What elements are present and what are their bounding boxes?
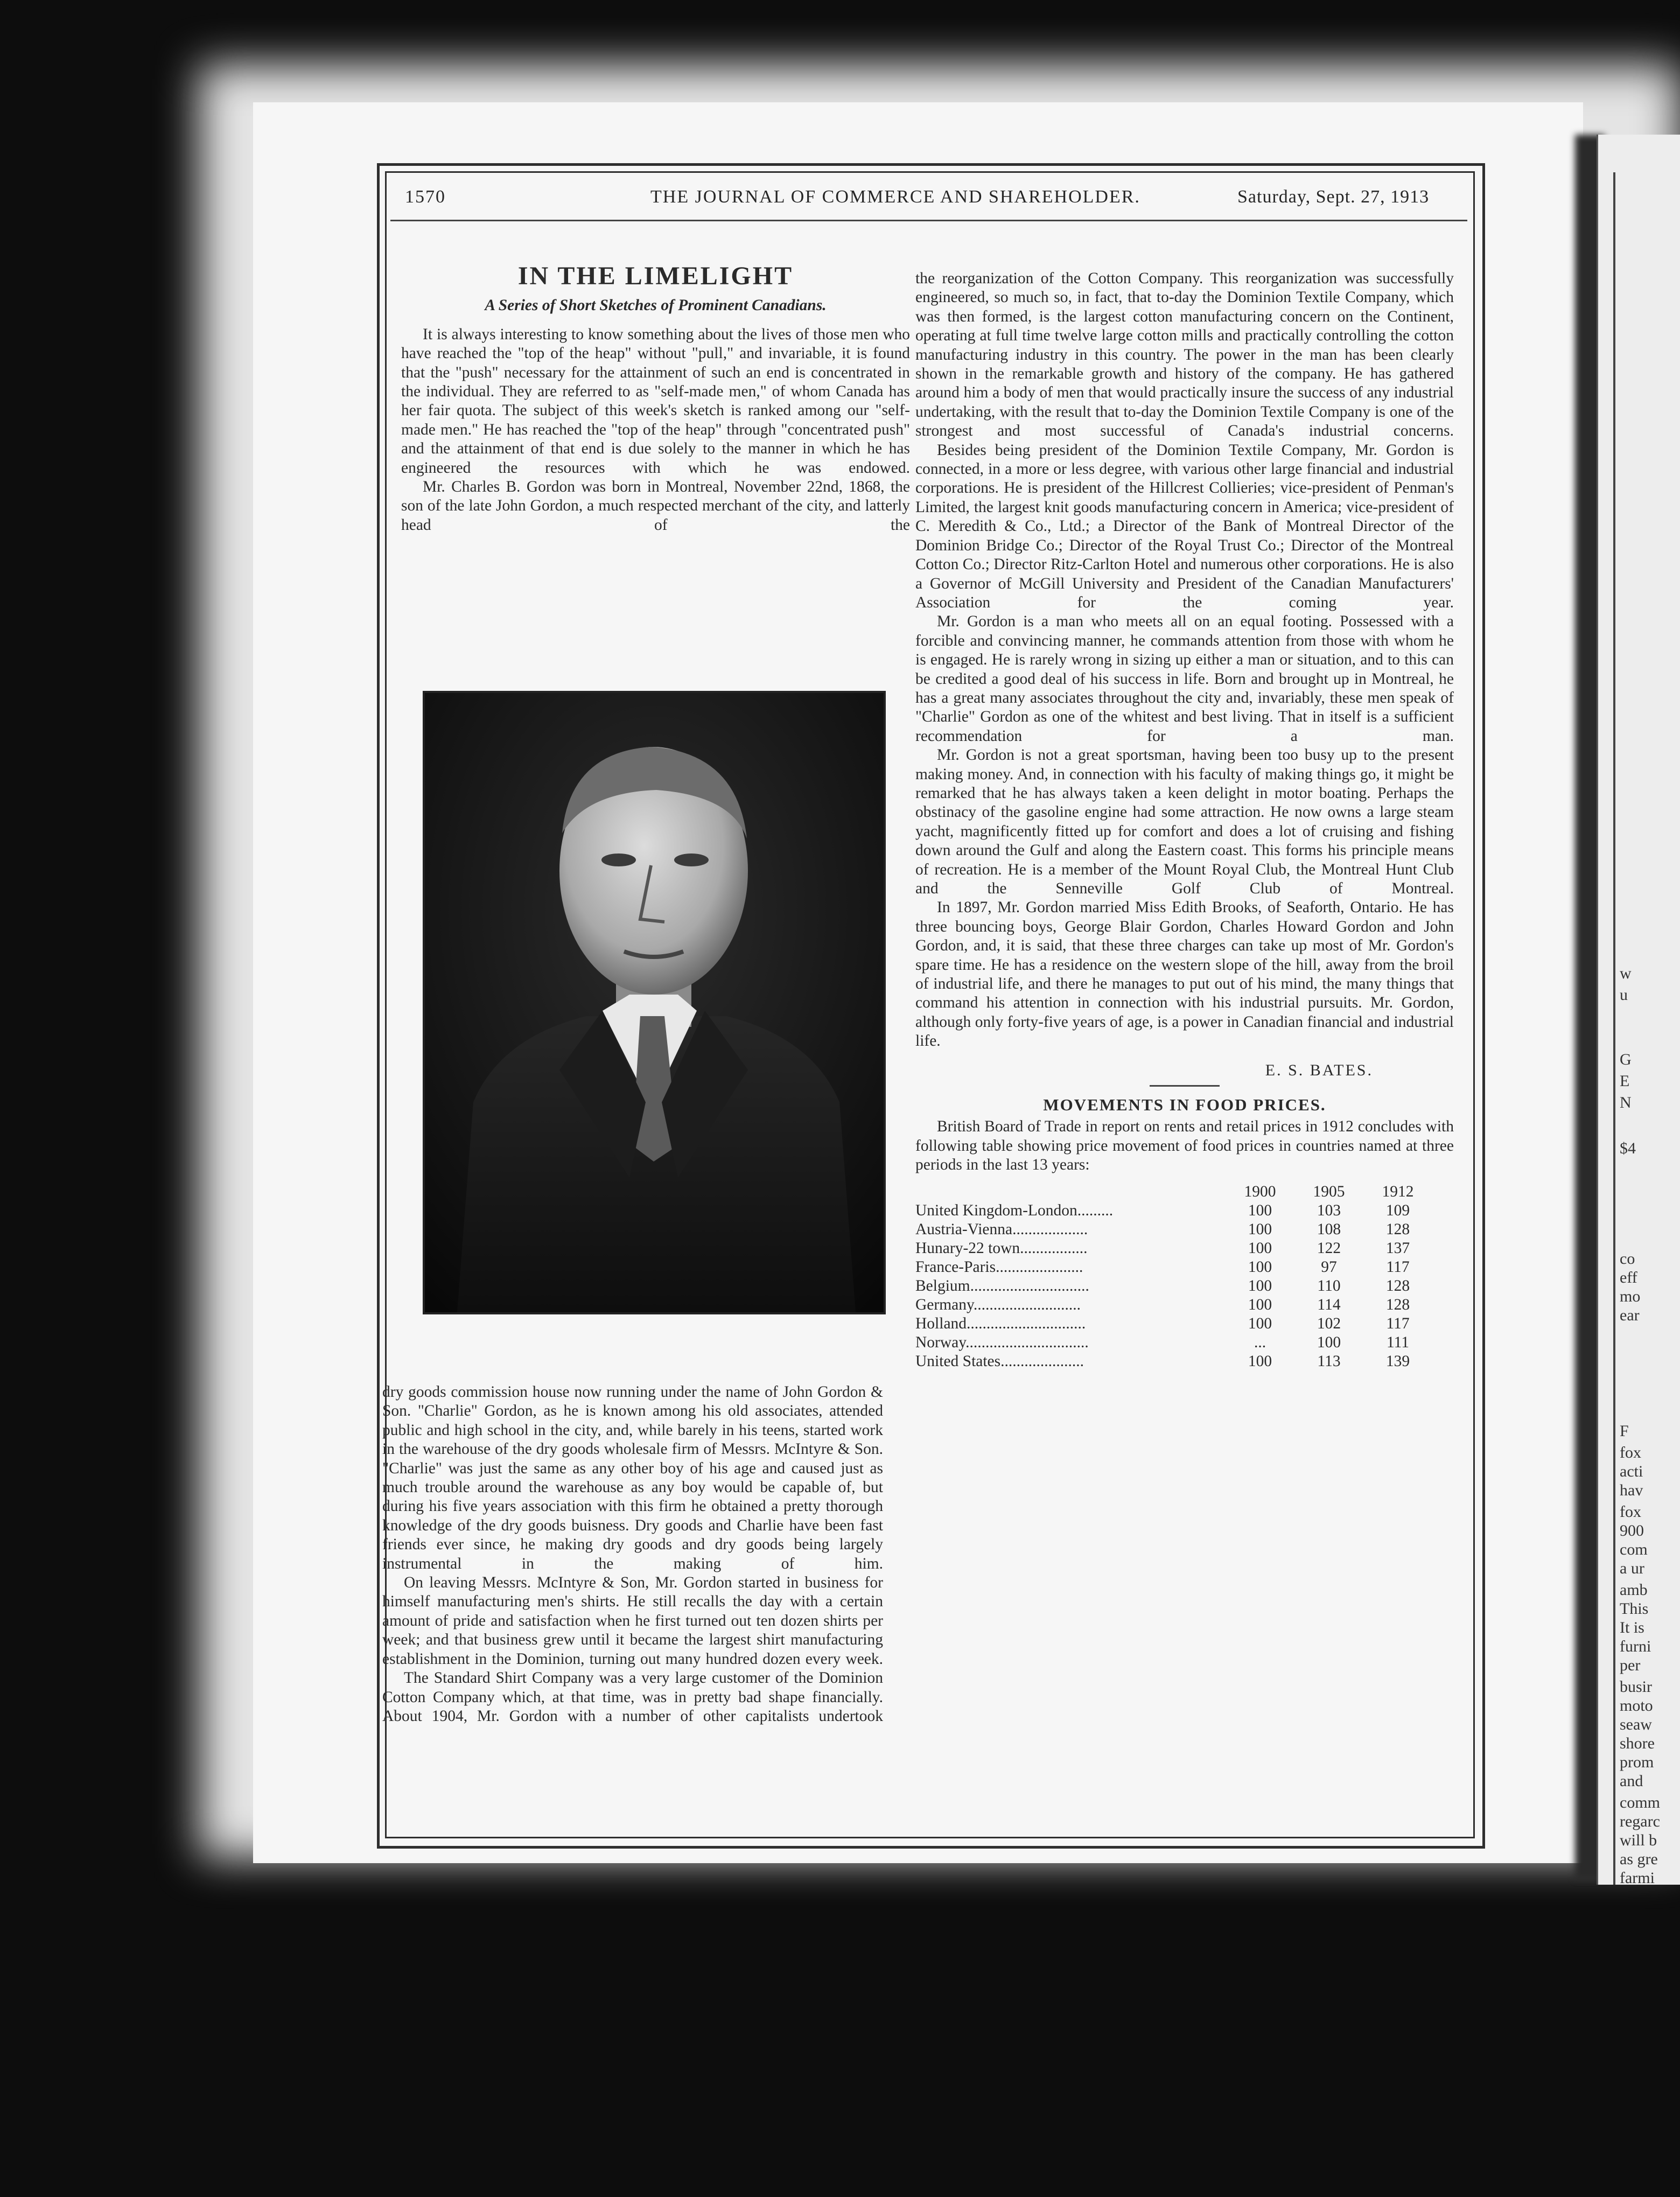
adjacent-text-fragment: fox bbox=[1620, 1503, 1641, 1521]
index-value-cell: 100 bbox=[1248, 1258, 1272, 1276]
leader-dots: .............................. bbox=[967, 1314, 1086, 1332]
index-value-cell: 100 bbox=[1248, 1220, 1272, 1238]
adjacent-text-fragment: farmi bbox=[1620, 1869, 1655, 1885]
paragraph: Besides being president of the Dominion Textile Company, Mr. Gordon is connected, in a more or less degree, with various other large financial and industrial corporations. He is president of the Hillcrest Collieries; vice-president of Penman's Limited, the largest knit goods manufacturing concern in America; vice-president of C. Meredith & Co., Ltd.; a Director of the Bank of Montreal Director of the Dominion Bridge Co.; Director of the Royal Trust Co.; Director of the Montreal Cotton Co.; Director Ritz-Carlton Hotel and numerous other corporations. He is also a Governor of McGill University and President of the Canadian Manufacturers' Association for the coming year. bbox=[915, 441, 1454, 611]
adjacent-text-fragment: regarc bbox=[1620, 1813, 1660, 1830]
index-value-cell: 102 bbox=[1317, 1314, 1341, 1332]
table-row bbox=[915, 1352, 1432, 1371]
table-row bbox=[915, 1239, 1432, 1258]
adjacent-text-fragment: moto bbox=[1620, 1697, 1653, 1715]
index-value-cell: 110 bbox=[1317, 1277, 1341, 1295]
leader-dots: ......... bbox=[1077, 1201, 1114, 1219]
paragraph: It is always interesting to know something about the lives of those men who have reached the "top of the heap" without "pull," and invariable, it is found that the "push" necessary for the attainment of such an end is concentrated in the individual. They are referred to as "self-made men," of whom Canada has her fair quota. The subject of this week's sketch is ranked among our "self-made men." He has reached the "top of the heap" through "concentrated push" and the attainment of that end is due solely to the manner in which he has engineered the resources with which he was endowed. bbox=[401, 325, 910, 477]
index-value-cell: 100 bbox=[1248, 1314, 1272, 1332]
index-value-cell: 111 bbox=[1386, 1333, 1410, 1351]
country-cell: Norway bbox=[915, 1333, 966, 1351]
index-value-cell: 117 bbox=[1386, 1314, 1410, 1332]
adjacent-text-fragment: comm bbox=[1620, 1794, 1660, 1811]
table-row bbox=[915, 1333, 1432, 1352]
country-cell: France-Paris bbox=[915, 1258, 996, 1276]
index-value-cell: 128 bbox=[1385, 1296, 1410, 1313]
index-value-cell: 100 bbox=[1248, 1201, 1272, 1219]
article-title: IN THE LIMELIGHT bbox=[517, 262, 794, 290]
index-value-cell: 128 bbox=[1385, 1220, 1410, 1238]
adjacent-text-fragment: busir bbox=[1620, 1678, 1652, 1696]
adjacent-text-fragment: a ur bbox=[1620, 1559, 1644, 1577]
adjacent-text-fragment: This bbox=[1620, 1600, 1649, 1618]
adjacent-text-fragment: prom bbox=[1620, 1753, 1654, 1771]
index-value-cell: 100 bbox=[1248, 1277, 1272, 1295]
index-value-cell: 100 bbox=[1248, 1239, 1272, 1257]
leader-dots: .............................. bbox=[970, 1277, 1089, 1295]
index-value-cell: 100 bbox=[1248, 1352, 1272, 1370]
paragraph: the reorganization of the Cotton Company. This reorganization was successfully engineered, so much so, in fact, that to-day the Dominion Textile Company, which was then formed, is the largest cotton manufacturing concern on the Continent, operating at full time twelve large cotton mills and practically controlling the cotton manufacturing industry in this country. The power in the man has been clearly shown in the remarkable growth and history of the company. He has gathered around him a body of men that would practically insure the success of any industrial undertaking, with the result that to-day the Dominion Textile Company is one of the strongest and most successful of Canada's industrial concerns. bbox=[915, 270, 1454, 440]
table-header-row bbox=[915, 1183, 1432, 1201]
adjacent-text-fragment: mo bbox=[1620, 1288, 1641, 1305]
adjacent-text-fragment: shore bbox=[1620, 1734, 1655, 1752]
adjacent-text-fragment: fox bbox=[1620, 1444, 1641, 1461]
country-cell: United Kingdom-London bbox=[915, 1201, 1077, 1219]
leader-dots: ............................... bbox=[965, 1333, 1089, 1351]
portrait-photo bbox=[423, 691, 886, 1314]
table-row bbox=[915, 1277, 1432, 1296]
adjacent-text-fragment: u bbox=[1620, 986, 1628, 1004]
food-prices-intro: British Board of Trade in report on rents and retail prices in 1912 concludes with following table showing price movement of food prices in countries named at three periods in the last 13 years: bbox=[915, 1118, 1454, 1174]
table-row bbox=[915, 1296, 1432, 1314]
issue-date: Saturday, Sept. 27, 1913 bbox=[1237, 187, 1430, 207]
adjacent-text-fragment: hav bbox=[1620, 1481, 1643, 1499]
table-row bbox=[915, 1314, 1432, 1333]
paragraph: dry goods commission house now running under the name of John Gordon & Son. "Charlie" Gordon, as he is known among his old associates, attended public and high school in the city, and, while barely in his teens, started work in the warehouse of the dry goods wholesale firm of Messrs. McIntyre & Son. "Charlie" was just the same as any other boy of his age and caused just as much trouble around the warehouse as any boy would be capable of, but during his five years association with this firm he obtained a pretty thorough knowledge of the dry goods buisness. Dry goods and Charlie have been fast friends ever since, he making dry goods and dry goods being largely instrumental in the making of him. bbox=[382, 1383, 883, 1572]
adjacent-page-border bbox=[1613, 172, 1615, 1885]
journal-title: THE JOURNAL OF COMMERCE AND SHAREHOLDER. bbox=[650, 187, 1140, 207]
article-subtitle: A Series of Short Sketches of Prominent Canadians. bbox=[485, 297, 827, 314]
adjacent-text-fragment: w bbox=[1620, 964, 1632, 982]
adjacent-text-fragment: acti bbox=[1620, 1463, 1643, 1480]
leader-dots: ................. bbox=[1020, 1239, 1088, 1257]
paragraph: Mr. Gordon is not a great sportsman, having been too busy up to the present making money. And, in connection with his faculty of making things go, it might be remarked that he has always taken a keen delight in motor boating. Perhaps the obstinacy of the gasoline engine had some attraction. He now owns a large steam yacht, magnificently fitted up for comfort and does a lot of cruising and fishing down around the Gulf and along the Eastern coast. This forms his principle means of recreation. He is a member of the Mount Royal Club, the Montreal Hunt Club and the Senneville Golf Club of Montreal. bbox=[915, 746, 1454, 897]
paragraph: On leaving Messrs. McIntyre & Son, Mr. Gordon started in business for himself manufacturing men's shirts. He still recalls the day with a certain amount of pride and satisfaction when he first turned out ten dozen shirts per week; and that business grew until it became the largest shirt manufacturing establishment in the Dominion, turning out many hundred dozen every week. bbox=[382, 1574, 883, 1668]
page-number: 1570 bbox=[405, 187, 446, 207]
adjacent-text-fragment: furni bbox=[1620, 1638, 1651, 1655]
index-value-cell: 117 bbox=[1386, 1258, 1410, 1276]
food-prices-table bbox=[915, 1183, 1432, 1371]
adjacent-text-fragment: seaw bbox=[1620, 1716, 1652, 1733]
adjacent-page-fragment bbox=[1597, 135, 1680, 1885]
index-value-cell: 109 bbox=[1385, 1201, 1410, 1219]
right-column bbox=[915, 269, 1454, 1371]
country-cell: Holland bbox=[915, 1314, 967, 1332]
adjacent-text-fragment: G bbox=[1620, 1051, 1632, 1068]
country-cell: Austria-Vienna bbox=[915, 1220, 1013, 1238]
adjacent-text-fragment: will b bbox=[1620, 1831, 1657, 1849]
leader-dots: ........................... bbox=[973, 1296, 1081, 1313]
leader-dots: ..................... bbox=[1000, 1352, 1084, 1370]
index-value-cell: 139 bbox=[1385, 1352, 1410, 1370]
adjacent-text-fragment: as gre bbox=[1620, 1850, 1658, 1868]
index-value-cell: 122 bbox=[1317, 1239, 1341, 1257]
adjacent-text-fragment: N bbox=[1620, 1094, 1632, 1111]
index-value-cell: 100 bbox=[1317, 1333, 1341, 1351]
food-prices-title: MOVEMENTS IN FOOD PRICES. bbox=[1043, 1095, 1326, 1115]
left-column-top bbox=[401, 262, 910, 535]
index-value-cell: ... bbox=[1254, 1333, 1266, 1351]
adjacent-text-fragment: co bbox=[1620, 1250, 1635, 1268]
index-value-cell: 137 bbox=[1385, 1239, 1410, 1257]
country-cell: United States bbox=[915, 1352, 1001, 1370]
adjacent-text-fragment: com bbox=[1620, 1541, 1648, 1558]
leader-dots: ................... bbox=[1012, 1220, 1088, 1238]
adjacent-text-fragment: ear bbox=[1620, 1306, 1640, 1324]
table-row bbox=[915, 1201, 1432, 1220]
adjacent-text-fragment: $4 bbox=[1620, 1139, 1636, 1157]
left-column-bottom bbox=[382, 1383, 883, 1726]
index-value-cell: 103 bbox=[1317, 1201, 1341, 1219]
country-cell: Belgium bbox=[915, 1277, 970, 1295]
adjacent-text-fragment: F bbox=[1620, 1422, 1629, 1440]
adjacent-text-fragment: 900 bbox=[1620, 1522, 1644, 1540]
adjacent-text-fragment: and bbox=[1620, 1772, 1643, 1790]
paragraph: Mr. Gordon is a man who meets all on an equal footing. Possessed with a forcible and convincing manner, he commands attention from those with whom he is engaged. He is rarely wrong in sizing up either a man or situation, and to this can be credited a good deal of his success in life. Born and brought up in Montreal, he has a great many associates throughout the city and, invariably, these men speak of "Charlie" Gordon as one of the whitest and best living. That in itself is a sufficient recommendation for a man. bbox=[915, 613, 1454, 745]
year-header: 1905 bbox=[1313, 1183, 1345, 1200]
paragraph: In 1897, Mr. Gordon married Miss Edith Brooks, of Seaforth, Ontario. He has three bouncing boys, George Blair Gordon, Charles Howard Gordon and John Gordon, and, it is said, that these three charges can take up most of Mr. Gordon's spare time. He has a residence on the western slope of the hill, away from the broil of industrial life, and there he manages to put out of his mind, the many things that command his attention in connection with his industrial pursuits. Mr. Gordon, although only forty-five years of age, is a power in Canadian financial and industrial life. bbox=[915, 899, 1454, 1050]
index-value-cell: 108 bbox=[1317, 1220, 1341, 1238]
adjacent-text-fragment: per bbox=[1620, 1656, 1641, 1674]
paragraph: Mr. Charles B. Gordon was born in Montreal, November 22nd, 1868, the son of the late John Gordon, a much respected merchant of the city, and latterly head of the bbox=[401, 478, 910, 534]
adjacent-text-fragment: It is bbox=[1620, 1619, 1644, 1636]
author-signature: E. S. BATES. bbox=[1265, 1061, 1373, 1079]
header-rule bbox=[390, 220, 1467, 221]
adjacent-text-fragment: E bbox=[1620, 1072, 1630, 1090]
country-cell: Hunary-22 town bbox=[915, 1239, 1020, 1257]
adjacent-text-fragment: eff bbox=[1620, 1269, 1637, 1286]
year-header: 1900 bbox=[1244, 1183, 1276, 1200]
index-value-cell: 97 bbox=[1321, 1258, 1337, 1276]
section-divider bbox=[1150, 1085, 1220, 1087]
index-value-cell: 113 bbox=[1317, 1352, 1341, 1370]
index-value-cell: 114 bbox=[1317, 1296, 1341, 1313]
leader-dots: ...................... bbox=[996, 1258, 1083, 1276]
index-value-cell: 100 bbox=[1248, 1296, 1272, 1313]
table-row bbox=[915, 1220, 1432, 1239]
adjacent-text-fragment: amb bbox=[1620, 1581, 1648, 1599]
country-cell: Germany bbox=[915, 1296, 974, 1313]
paragraph: The Standard Shirt Company was a very large customer of the Dominion Cotton Company which, at that time, was in pretty bad shape financially. About 1904, Mr. Gordon with a number of other capitalists undertook bbox=[382, 1669, 883, 1725]
year-header: 1912 bbox=[1382, 1183, 1414, 1200]
portrait-illustration bbox=[425, 693, 884, 1312]
table-row bbox=[915, 1258, 1432, 1277]
index-value-cell: 128 bbox=[1385, 1277, 1410, 1295]
